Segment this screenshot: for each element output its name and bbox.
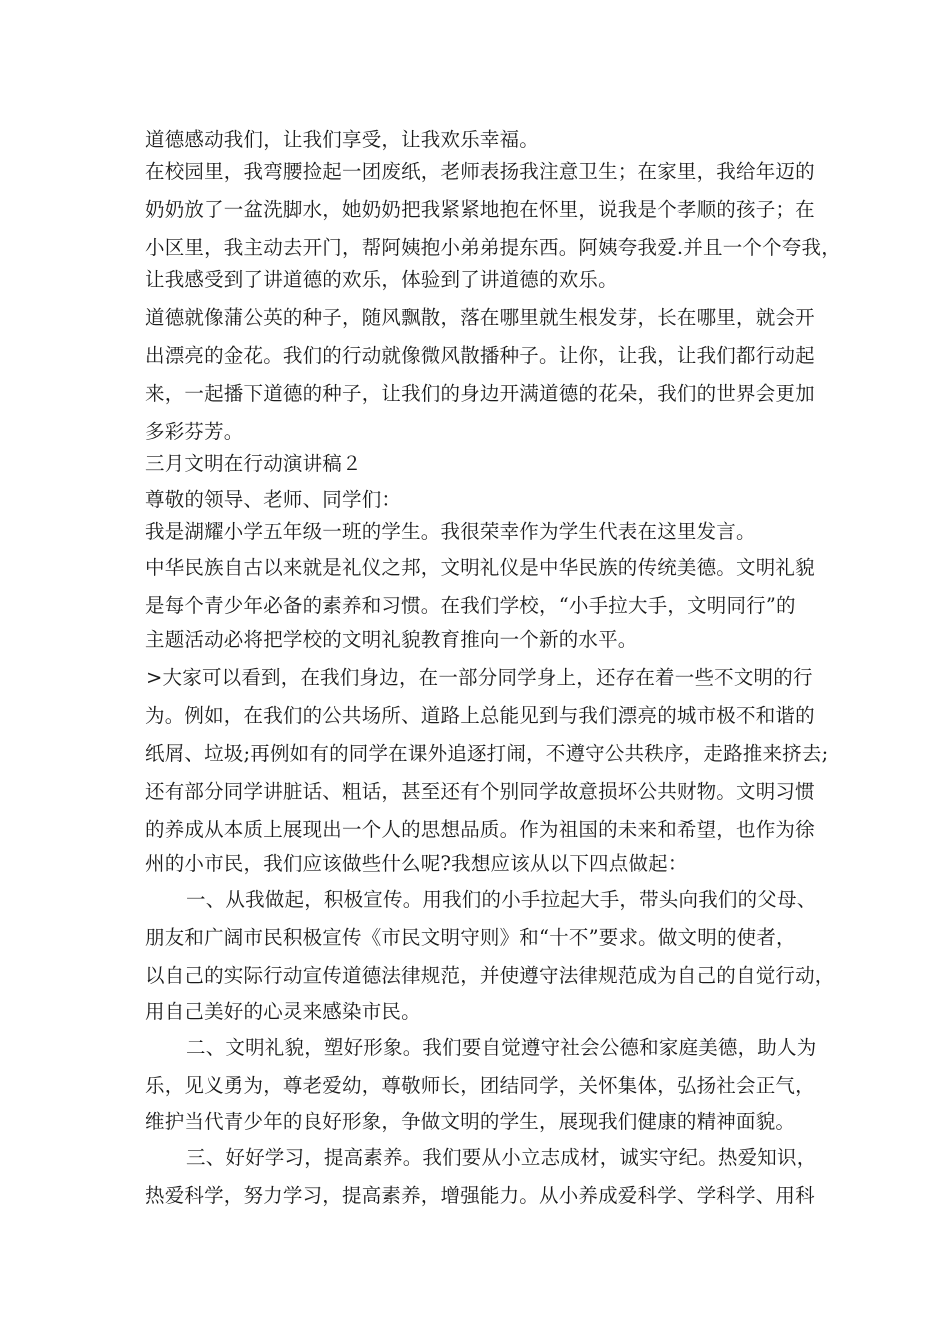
text-line-3: 奶奶放了一盆洗脚水，她奶奶把我紧紧地抱在怀里，说我是个孝顺的孩子；在: [145, 198, 815, 221]
text-line-25: 用自己美好的心灵来感染市民。: [145, 1000, 421, 1023]
text-line-20: 的养成从本质上展现出一个人的思想品质。作为祖国的未来和希望，也作为徐: [145, 818, 815, 841]
text-line-4: 小区里，我主动去开门，帮阿姨抱小弟弟提东西。阿姨夸我爱.并且一个个夸我，: [145, 236, 841, 259]
text-line-27: 乐，见义勇为，尊老爱幼，尊敬师长，团结同学，关怀集体，弘扬社会正气，: [145, 1074, 815, 1097]
text-line-15: 主题活动必将把学校的文明礼貌教育推向一个新的水平。: [145, 628, 638, 651]
text-line-26: 二、文明礼貌，塑好形象。我们要自觉遵守社会公德和家庭美德，助人为: [186, 1036, 817, 1059]
text-line-17: 为。例如，在我们的公共场所、道路上总能见到与我们漂亮的城市极不和谐的: [145, 704, 815, 727]
text-line-23: 朋友和广阔市民积极宣传《市民文明守则》和“十不”要求。做文明的使者，: [145, 926, 796, 949]
text-line-24: 以自己的实际行动宣传道德法律规范，并使遵守法律规范成为自己的自觉行动，: [145, 964, 835, 987]
section-heading: 三月文明在行动演讲稿２: [145, 452, 362, 475]
text-line-2: 在校园里，我弯腰捡起一团废纸，老师表扬我注意卫生；在家里，我给年迈的: [145, 160, 815, 183]
text-line-29: 三、好好学习，提高素养。我们要从小立志成材，诚实守纪。热爱知识，: [186, 1146, 817, 1169]
text-line-8: 来，一起播下道德的种子，让我们的身边开满道德的花朵，我们的世界会更加: [145, 382, 815, 405]
text-line-30: 热爱科学，努力学习，提高素养，增强能力。从小养成爱科学、学科学、用科: [145, 1184, 815, 1207]
text-line-9: 多彩芬芳。: [145, 420, 244, 443]
text-line-19: 还有部分同学讲脏话、粗话，甚至还有个别同学故意损坏公共财物。文明习惯: [145, 780, 815, 803]
salutation: 尊敬的领导、老师、同学们：: [145, 488, 402, 511]
text-line-13: 中华民族自古以来就是礼仪之邦，文明礼仪是中华民族的传统美德。文明礼貌: [145, 556, 815, 579]
text-line-1: 道德感动我们，让我们享受，让我欢乐幸福。: [145, 128, 540, 151]
text-line-22: 一、从我做起，积极宣传。用我们的小手拉起大手，带头向我们的父母、: [186, 888, 817, 911]
text-line-21: 州的小市民，我们应该做些什么呢?我想应该从以下四点做起：: [145, 852, 688, 875]
text-line-18: 纸屑、垃圾;再例如有的同学在课外追逐打闹，不遵守公共秩序，走路推来挤去;: [145, 742, 829, 765]
text-line-12: 我是湖耀小学五年级一班的学生。我很荣幸作为学生代表在这里发言。: [145, 520, 756, 543]
text-line-16: >大家可以看到，在我们身边，在一部分同学身上，还存在着一些不文明的行: [146, 666, 813, 689]
text-line-14: 是每个青少年必备的素养和习惯。在我们学校，“小手拉大手，文明同行”的: [145, 594, 796, 617]
text-line-28: 维护当代青少年的良好形象，争做文明的学生，展现我们健康的精神面貌。: [145, 1110, 796, 1133]
text-line-5: 让我感受到了讲道德的欢乐，体验到了讲道德的欢乐。: [145, 268, 618, 291]
text-line-6: 道德就像蒲公英的种子，随风飘散，落在哪里就生根发芽，长在哪里，就会开: [145, 306, 815, 329]
text-line-7: 出漂亮的金花。我们的行动就像微风散播种子。让你，让我，让我们都行动起: [145, 344, 815, 367]
